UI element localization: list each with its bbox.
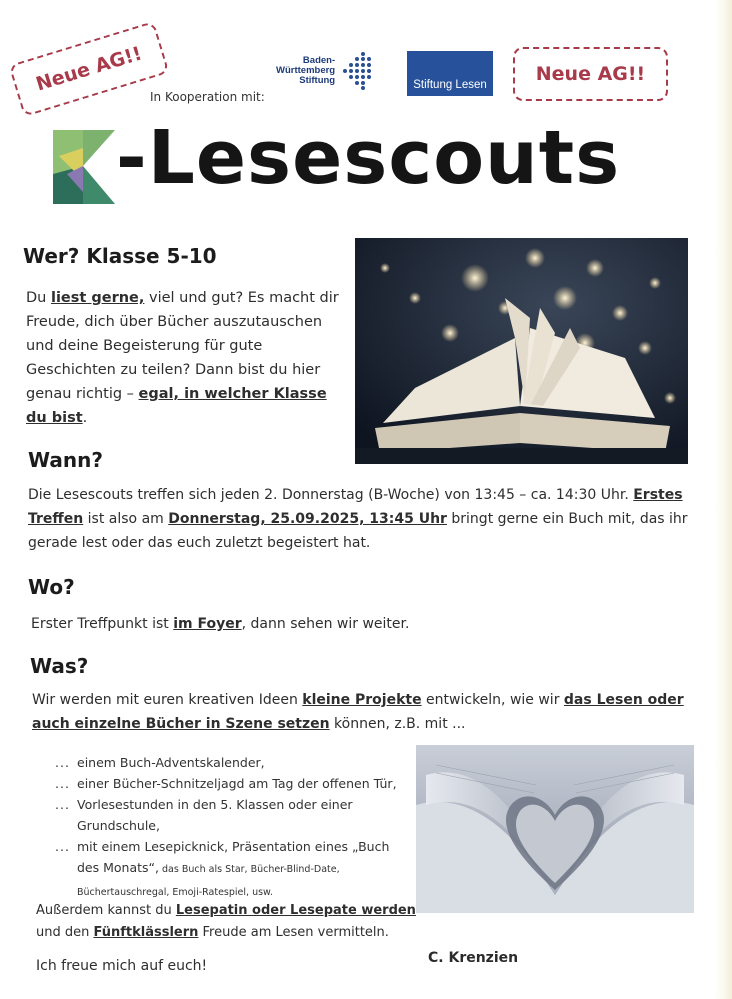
mentor-text: Außerdem kannst du Lesepatin oder Lesepate werden und den Fünftklässlern Freude am Lesen vermitteln.	[36, 903, 416, 940]
bw-stiftung-logo	[276, 50, 375, 92]
heading-when: Wann?	[28, 448, 103, 472]
new-ag-stamp-left: Neue AG!!	[8, 21, 169, 117]
emphasis-meeting-date: Donnerstag, 25.09.2025, 13:45 Uhr	[168, 511, 447, 527]
paper-edge	[714, 0, 732, 999]
lesescouts-logo-icon	[53, 130, 115, 204]
what-text: Wir werden mit euren kreativen Ideen kleine Projekte entwickeln, wie wir das Lesen oder auch einzelne Bücher in Szene setzen können, z.B. mit ...	[32, 692, 684, 732]
dot-grid-icon	[341, 50, 375, 92]
heading-what: Was?	[30, 654, 89, 678]
list-item: ... einem Buch-Adventskalender,	[55, 755, 265, 770]
emphasis-mentor: Lesepatin oder Lesepate werden	[175, 903, 416, 918]
heading-where: Wo?	[28, 575, 75, 599]
stiftung-lesen-logo	[407, 51, 493, 96]
farewell-text: Ich freue mich auf euch!	[36, 958, 208, 974]
emphasis-small-projects: kleine Projekte	[302, 692, 422, 708]
list-item: ... mit einem Lesepicknick, Präsentation eines „Buch des Monats“, das Buch als Star, Bücher-Blind-Date, Büchertauschregal, Emoji-Ratespiel, usw.	[55, 839, 390, 898]
emphasis-foyer: im Foyer	[173, 616, 242, 632]
where-text: Erster Treffpunkt ist im Foyer, dann sehen wir weiter.	[31, 616, 410, 632]
book-heart-photo	[416, 745, 694, 913]
open-book-photo	[355, 238, 688, 464]
new-ag-stamp-right: Neue AG!!	[513, 47, 668, 101]
bw-line-3: Stiftung	[299, 75, 336, 86]
bw-line-1: Baden-	[302, 55, 336, 66]
emphasis-any-grade: egal, in welcher Klasse du bist	[26, 386, 327, 426]
signature: C. Krenzien	[428, 950, 519, 966]
list-item: ... Vorlesestunden in den 5. Klassen oder einer Grundschule,	[55, 797, 353, 833]
who-text: Du liest gerne, viel und gut? Es macht dir Freude, dich über Bücher auszutauschen und deine Begeisterung für gute Geschichten zu teilen? Dann bist du hier genau richtig – egal, in welcher Klasse du bist.	[26, 290, 339, 426]
idea-list	[55, 752, 405, 903]
bw-line-2: Württemberg	[276, 65, 336, 76]
heading-who: Wer? Klasse 5-10	[23, 244, 217, 268]
list-item: ... einer Bücher-Schnitzeljagd am Tag der offenen Tür,	[55, 776, 397, 791]
when-text: Die Lesescouts treffen sich jeden 2. Donnerstag (B-Woche) von 13:45 – ca. 14:30 Uhr. Erstes Treffen ist also am Donnerstag, 25.09.2025, 13:45 Uhr bringt gerne ein Buch mit, das ihr gerade lest oder das euch zuletzt begeistert hat.	[28, 487, 688, 551]
cooperation-label: In Kooperation mit:	[150, 90, 265, 104]
emphasis-fifth-graders: Fünftklässlern	[93, 925, 199, 940]
emphasis-stage-books: das Lesen oder auch einzelne Bücher in Szene setzen	[32, 692, 684, 732]
emphasis-first-meeting: Erstes Treffen	[28, 487, 683, 527]
page-title: -Lesescouts	[116, 115, 621, 201]
emphasis-liest-gerne: liest gerne,	[50, 290, 145, 306]
stiftung-lesen-text: Stiftung Lesen	[413, 79, 487, 91]
